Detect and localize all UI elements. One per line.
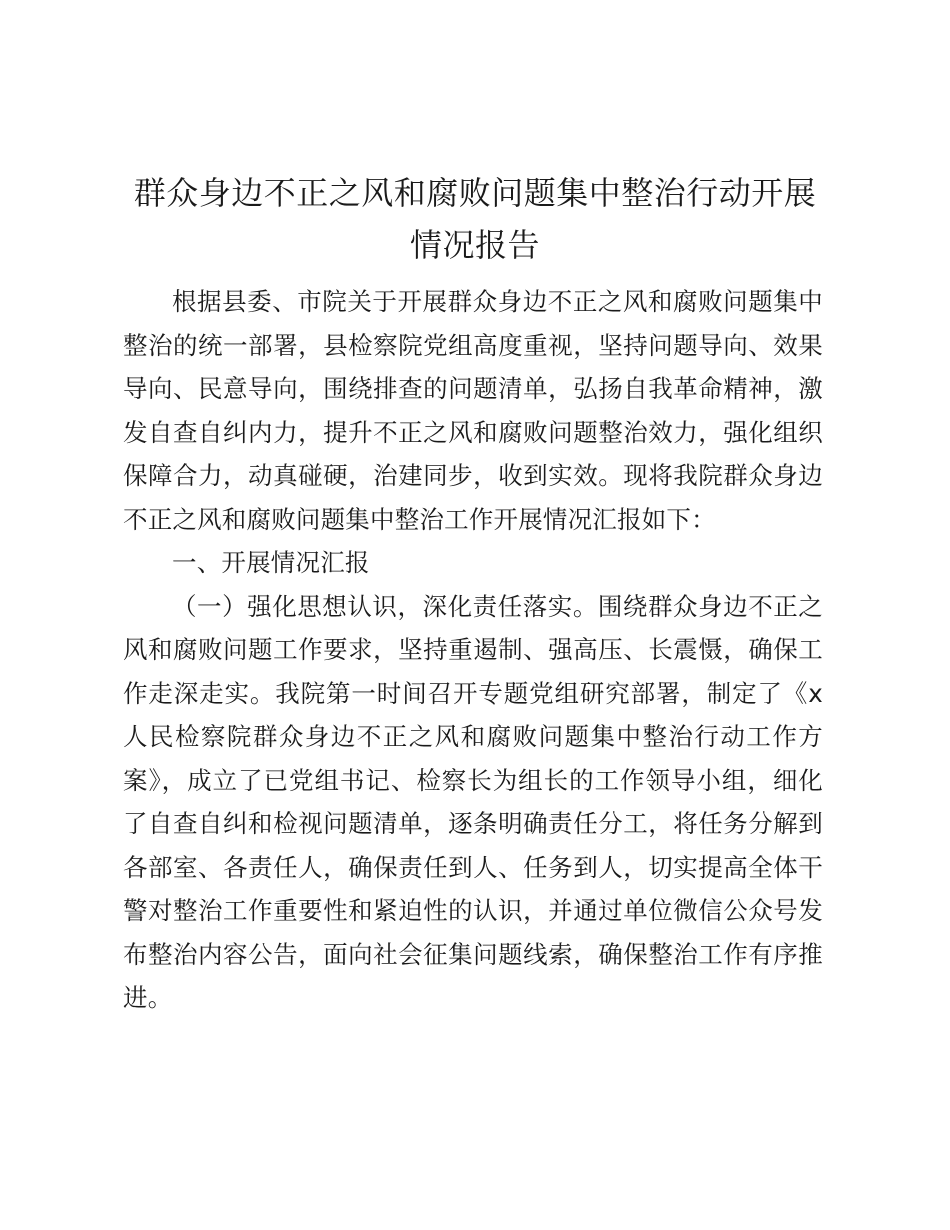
section-heading: 一、开展情况汇报	[172, 548, 370, 577]
intro-paragraph: 根据县委、市院关于开展群众身边不正之风和腐败问题集中整治的统一部署，县检察院党组高度重视，坚持问题导向、效果导向、民意导向，围绕排查的问题清单，弘扬自我革命精神，激发自查自纠内力，提升不正之风和腐败问题整治效力，强化组织保障合力，动真碰硬，治建同步，收到实效。现将我院群众身边不正之风和腐败问题集中整治工作开展情况汇报如下：	[123, 287, 823, 534]
document-body	[123, 280, 823, 1020]
document-title: 群众身边不正之风和腐败问题集中整治行动开展情况报告	[133, 174, 817, 264]
section-paragraph: （一）强化思想认识，深化责任落实。围绕群众身边不正之风和腐败问题工作要求，坚持重遏制、强高压、长震慑，确保工作走深走实。我院第一时间召开专题党组研究部署，制定了《x人民检察院群众身边不正之风和腐败问题集中整治行动工作方案》，成立了已党组书记、检察长为组长的工作领导小组，细化了自查自纠和检视问题清单，逐条明确责任分工，将任务分解到各部室、各责任人，确保责任到人、任务到人，切实提高全体干警对整治工作重要性和紧迫性的认识，并通过单位微信公众号发布整治内容公告，面向社会征集问题线索，确保整治工作有序推进。	[123, 591, 823, 1012]
